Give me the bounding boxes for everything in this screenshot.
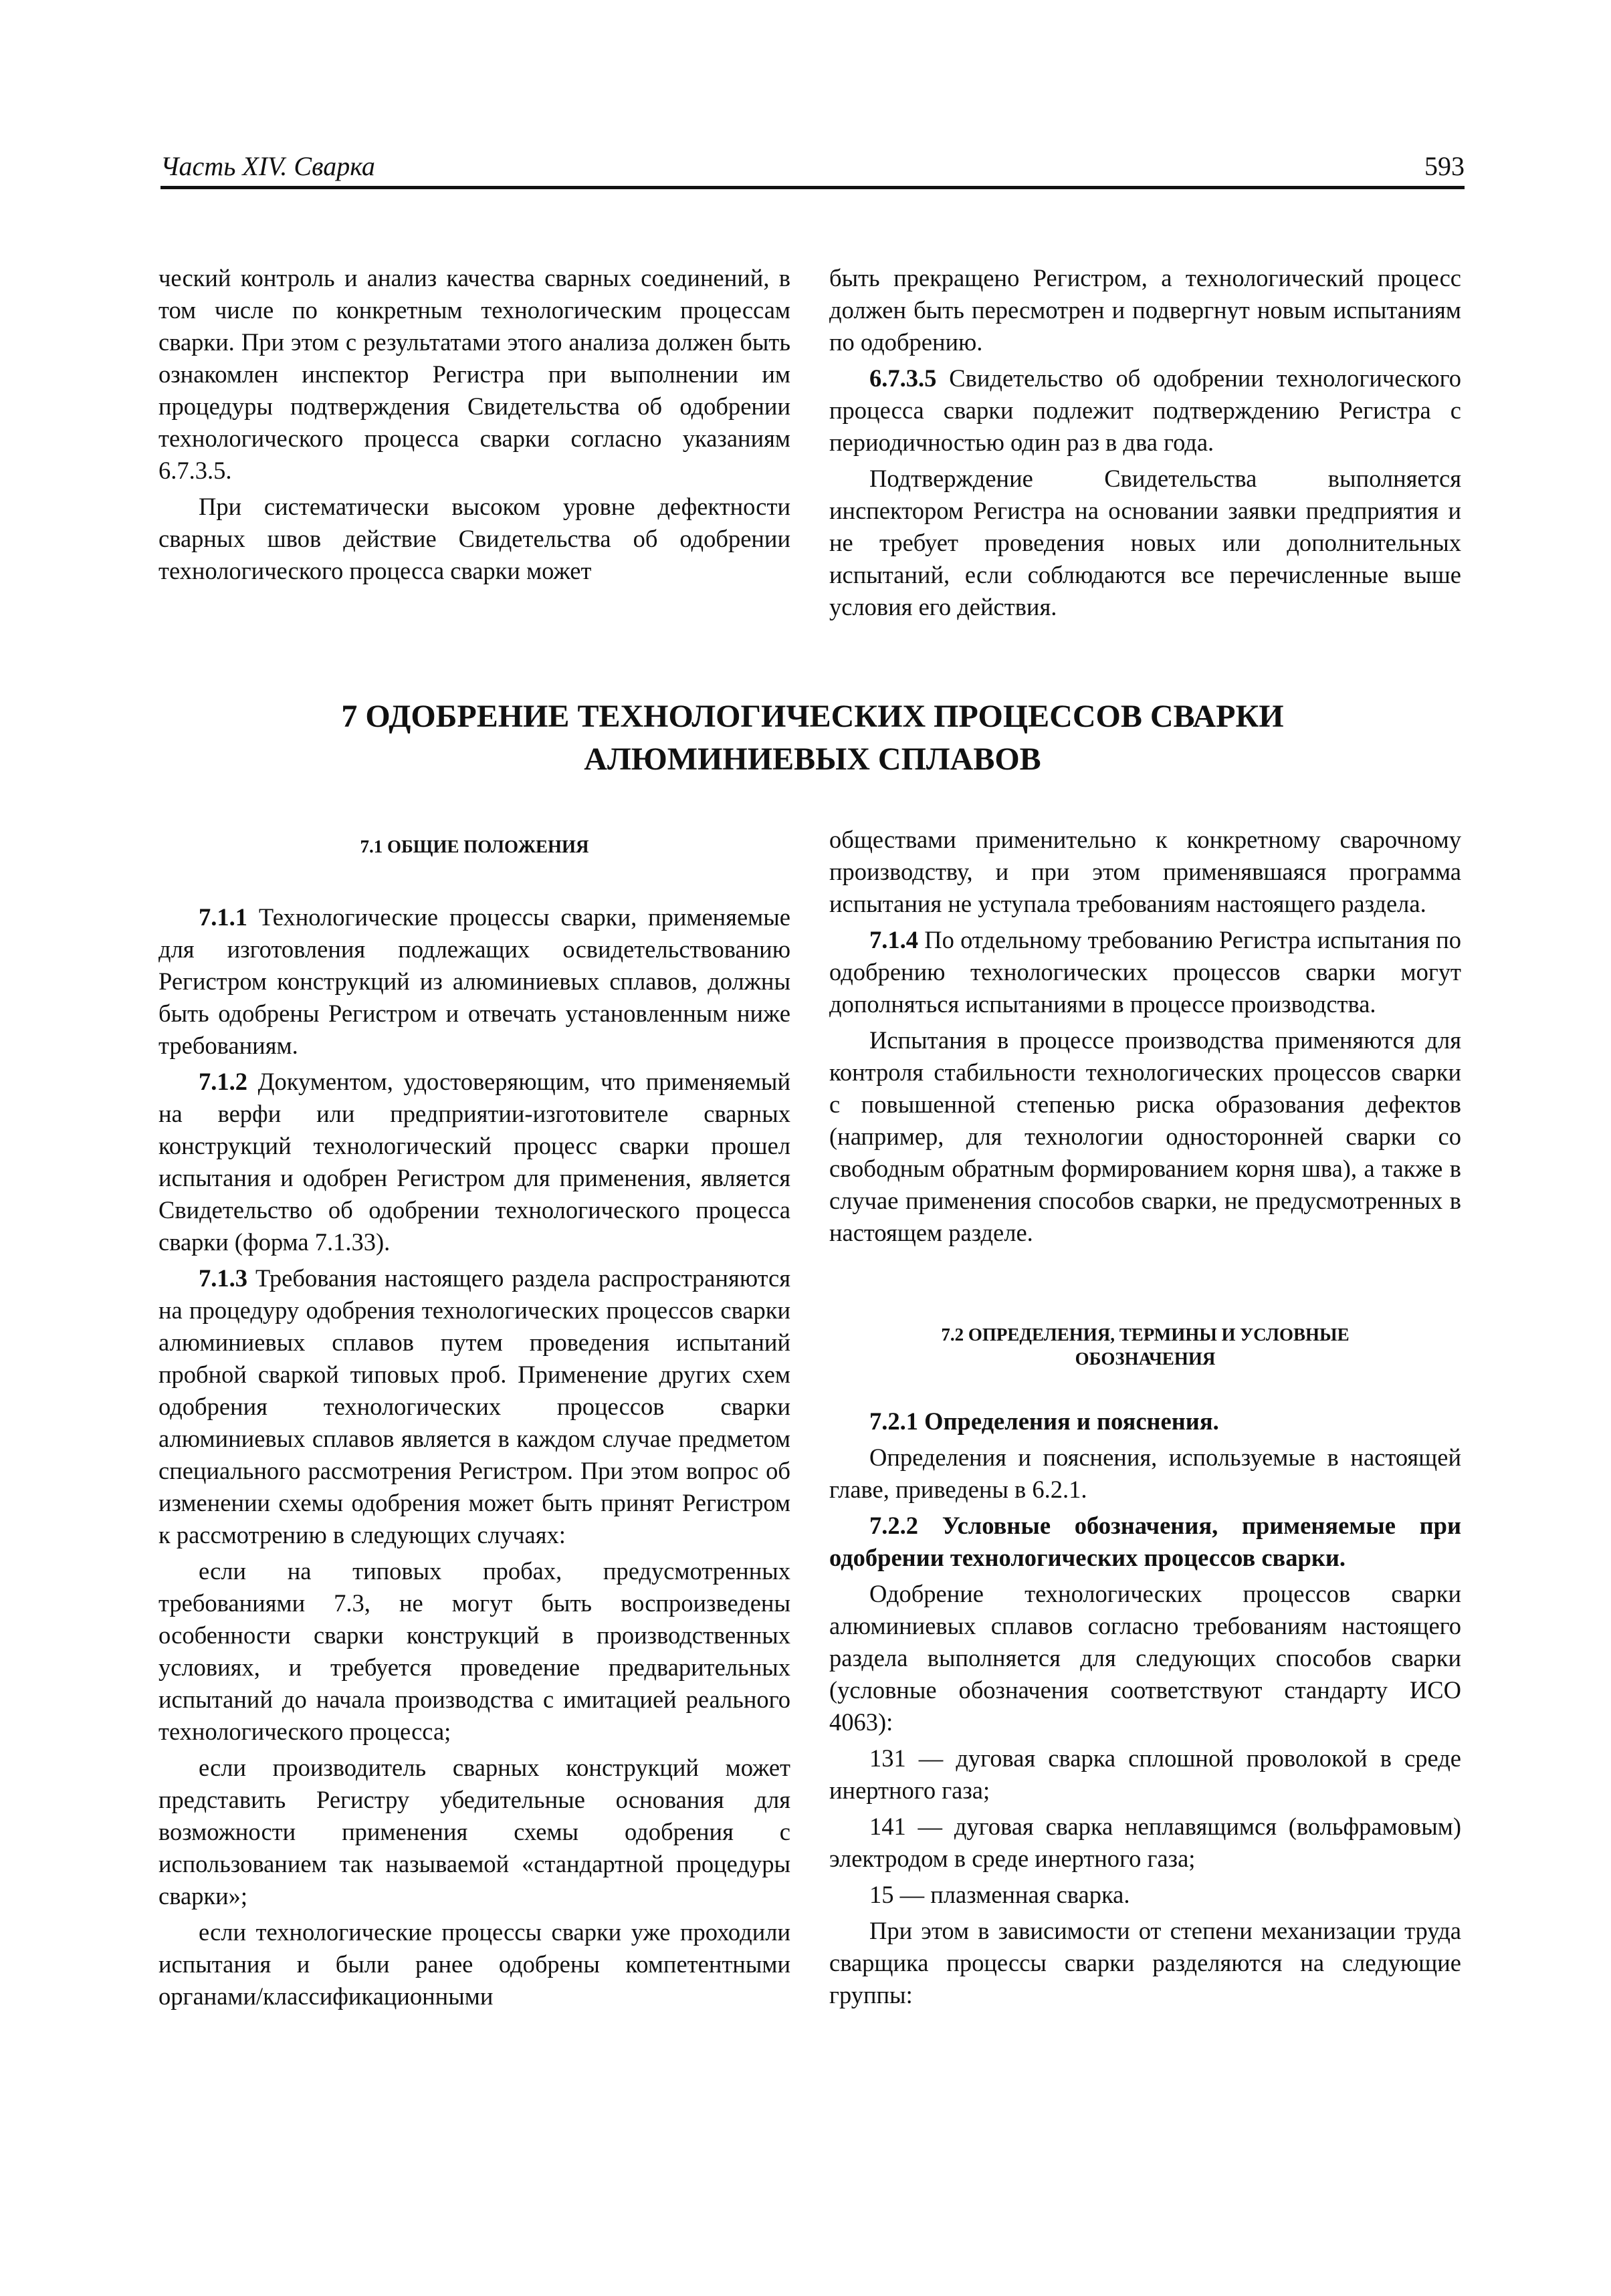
paragraph: При этом в зависимости от степени механизации труда сварщика процессы сварки разделяются на следующие группы: xyxy=(829,1917,1461,2008)
paragraph: ческий контроль и анализ качества сварных соединений, в том числе по конкретным технологическим процессам сварки. При этом с результатами этого анализа должен быть ознакомлен инспектор Регистра при выполнении им процедуры подтверждения Свидетельства об одобрении технологического процесса сварки согласно указаниям 6.7.3.5. xyxy=(158,264,790,484)
paragraph: Определения и пояснения, используемые в настоящей главе, приведены в 6.2.1. xyxy=(829,1444,1461,1503)
section-heading-line: ОБОЗНАЧЕНИЯ xyxy=(1075,1349,1216,1369)
subheading-text: 7.2.2 Условные обозначения, применяемые при одобрении технологических процессов сварки. xyxy=(829,1512,1461,1571)
paragraph xyxy=(158,901,790,1062)
page-number: 593 xyxy=(1424,151,1465,181)
paragraph: быть прекращено Регистром, а технологический процесс должен быть пересмотрен и подвергнут новым испытаниям по одобрению. xyxy=(829,264,1461,356)
right-column xyxy=(829,824,1461,2011)
paragraph xyxy=(829,924,1461,1020)
top-right-column xyxy=(829,262,1461,623)
paragraph: При систематически высоком уровне дефектности сварных швов действие Свидетельства об одобрении технологического процесса сварки может xyxy=(158,493,790,584)
list-item: 15 — плазменная сварка. xyxy=(869,1881,1130,1908)
paragraph: Подтверждение Свидетельства выполняется инспектором Регистра на основании заявки предприятия и не требует проведения новых или дополнительных испытаний, если соблюдаются все перечисленные выше условия его действия. xyxy=(829,465,1461,620)
clause-text: Свидетельство об одобрении технологического процесса сварки подлежит подтверждению Регистра с периодичностью один раз в два года. xyxy=(829,364,1461,456)
left-column xyxy=(158,834,790,2013)
paragraph xyxy=(158,1262,790,1551)
clause-number: 7.1.2 xyxy=(199,1068,247,1095)
list-item: 131 — дуговая сварка сплошной проволокой в среде инертного газа; xyxy=(829,1744,1461,1804)
part-title: Часть XIV. Сварка xyxy=(160,151,375,181)
list-item: если производитель сварных конструкций может представить Регистру убедительные основания для возможности применения схемы одобрения с использованием так называемой «стандартной процедуры сварки»; xyxy=(158,1754,790,1910)
section-heading-7-1: 7.1 ОБЩИЕ ПОЛОЖЕНИЯ xyxy=(360,836,589,856)
subheading-text: 7.2.1 Определения и пояснения. xyxy=(869,1407,1219,1435)
paragraph: Испытания в процессе производства применяются для контроля стабильности технологических процессов сварки с повышенной степенью риска образования дефектов (например, для технологии односторонней сварки со свободным обратным формированием корня шва), а также в случае применения способов сварки, не предусмотренных в настоящем разделе. xyxy=(829,1026,1461,1246)
chapter-heading-line: 7 ОДОБРЕНИЕ ТЕХНОЛОГИЧЕСКИХ ПРОЦЕССОВ СВАРКИ xyxy=(341,699,1284,734)
list-item: если технологические процессы сварки уже проходили испытания и были ранее одобрены компетентными органами/классификационными xyxy=(158,1918,790,2010)
paragraph xyxy=(158,1066,790,1258)
list-item: 141 — дуговая сварка неплавящимся (вольфрамовым) электродом в среде инертного газа; xyxy=(829,1813,1461,1872)
chapter-heading xyxy=(160,695,1465,781)
clause-number: 7.1.1 xyxy=(199,903,247,931)
paragraph: Одобрение технологических процессов сварки алюминиевых сплавов согласно требованиям настоящего раздела выполняется для следующих способов сварки (условные обозначения соответствуют стандарту ИСО 4063): xyxy=(829,1580,1461,1736)
chapter-heading-line: АЛЮМИНИЕВЫХ СПЛАВОВ xyxy=(584,741,1041,777)
paragraph: обществами применительно к конкретному сварочному производству, и при этом применявшаяся программа испытания не уступала требованиям настоящего раздела. xyxy=(829,826,1461,917)
clause-number: 6.7.3.5 xyxy=(869,364,937,392)
top-left-column xyxy=(158,262,790,587)
clause-text: Требования настоящего раздела распространяются на процедуру одобрения технологических процессов сварки алюминиевых сплавов путем проведения испытаний пробной сваркой типовых проб. Применение других схем одобрения технологических процессов сварки алюминиевых сплавов является в каждом случае предметом специального рассмотрения Регистром. При этом вопрос об изменении схемы одобрения может быть принят Регистром к рассмотрению в следующих случаях: xyxy=(158,1264,790,1548)
paragraph xyxy=(829,362,1461,459)
clause-text: Технологические процессы сварки, применяемые для изготовления подлежащих освидетельствованию Регистром конструкций из алюминиевых сплавов, должны быть одобрены Регистром и отвечать установленным ниже требованиям. xyxy=(158,903,790,1059)
clause-number: 7.1.4 xyxy=(869,926,918,953)
running-header xyxy=(160,146,1465,189)
list-item: если на типовых пробах, предусмотренных требованиями 7.3, не могут быть воспроизведены особенности сварки конструкций в производственных условиях, и требуется проведение предварительных испытаний до начала производства с имитацией реального технологического процесса; xyxy=(158,1557,790,1745)
subheading-7-2-2 xyxy=(829,1510,1461,1574)
section-heading-7-2 xyxy=(829,1323,1461,1371)
clause-text: По отдельному требованию Регистра испытания по одобрению технологических процессов сварки могут дополняться испытаниями в процессе производства. xyxy=(829,926,1461,1018)
clause-text: Документом, удостоверяющим, что применяемый на верфи или предприятии-изготовителе сварных конструкций технологический процесс сварки прошел испытания и одобрен Регистром для применения, является Свидетельство об одобрении технологического процесса сварки (форма 7.1.33). xyxy=(158,1068,790,1256)
subheading-7-2-1 xyxy=(829,1405,1461,1438)
clause-number: 7.1.3 xyxy=(199,1264,247,1292)
section-heading-line: 7.2 ОПРЕДЕЛЕНИЯ, ТЕРМИНЫ И УСЛОВНЫЕ xyxy=(941,1325,1350,1345)
